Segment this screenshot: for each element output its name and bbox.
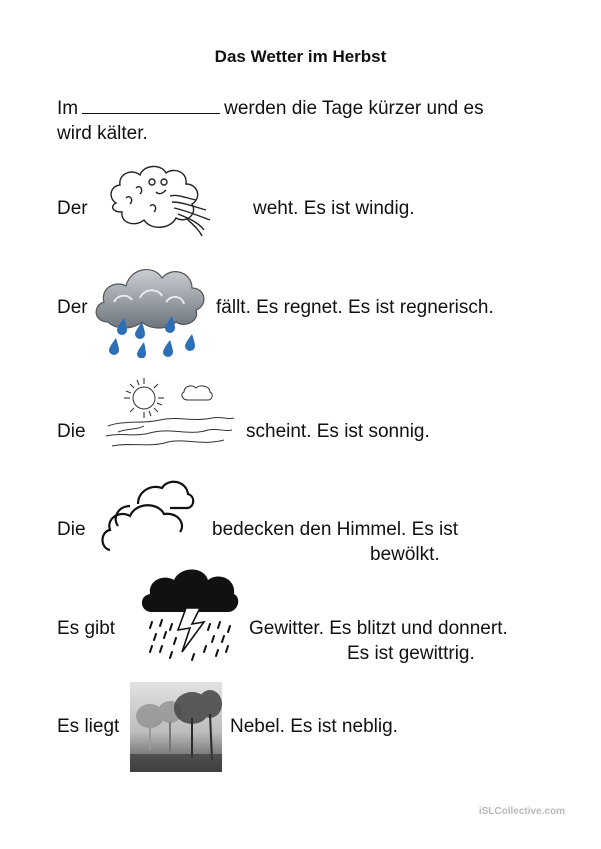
thunderstorm-icon — [138, 566, 240, 666]
row-text: scheint. Es ist sonnig. — [246, 421, 430, 442]
row-text: Nebel. Es ist neblig. — [230, 716, 398, 737]
row-text: bedecken den Himmel. Es ist — [212, 519, 459, 540]
row-text-2: bewölkt. — [370, 544, 440, 565]
row-subject: Die — [57, 519, 86, 540]
row-subject: Es liegt — [57, 716, 120, 737]
wind-cloud-icon — [106, 158, 218, 238]
sun-icon — [104, 374, 236, 456]
row-text: weht. Es ist windig. — [253, 198, 415, 219]
row-text-2: Es ist gewittrig. — [347, 643, 475, 664]
page-title: Das Wetter im Herbst — [214, 47, 387, 66]
row-subject: Es gibt — [57, 618, 116, 639]
fog-photo-icon — [130, 682, 222, 772]
intro-part1: Im — [57, 98, 79, 119]
row-subject: Der — [57, 297, 88, 318]
intro-line-1 — [57, 98, 484, 120]
row-text: Gewitter. Es blitzt und donnert. — [249, 618, 508, 639]
watermark: iSLCollective.com — [478, 806, 565, 817]
rain-cloud-icon — [84, 256, 214, 358]
row-subject: Die — [57, 421, 86, 442]
clouds-icon — [98, 476, 196, 552]
intro-line-2: wird kälter. — [57, 123, 148, 144]
intro-part2: werden die Tage kürzer und es — [224, 98, 484, 119]
blank-line — [82, 98, 220, 114]
row-subject: Der — [57, 198, 88, 219]
row-text: fällt. Es regnet. Es ist regnerisch. — [216, 297, 494, 318]
